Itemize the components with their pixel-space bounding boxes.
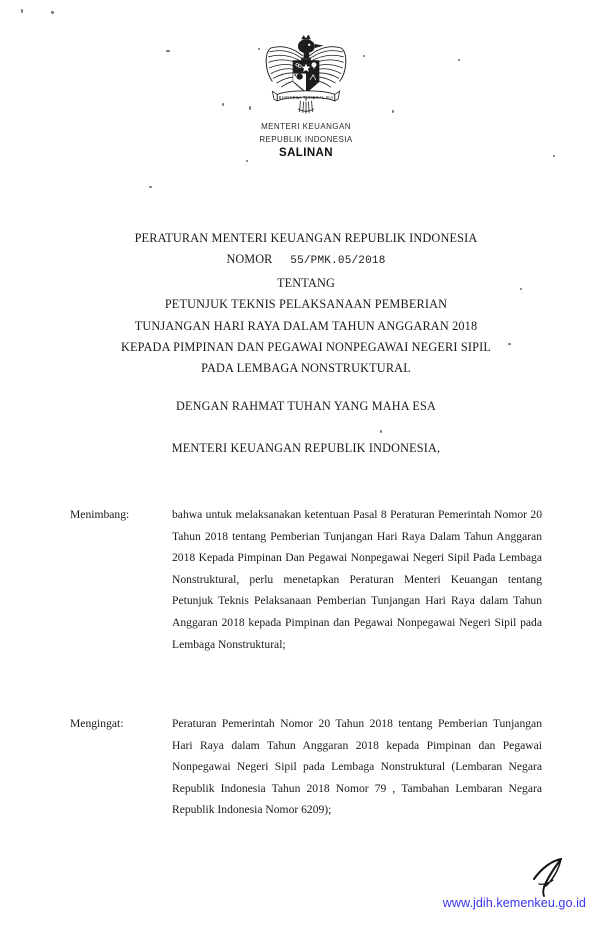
scan-speckle bbox=[380, 430, 382, 433]
jdih-footer-url[interactable]: www.jdih.kemenkeu.go.id bbox=[442, 896, 586, 910]
subject-line-1: PETUNJUK TEKNIS PELAKSANAAN PEMBERIAN bbox=[164, 297, 448, 312]
subject-line-3: KEPADA PIMPINAN DAN PEGAWAI NONPEGAWAI NEGERI SIPIL bbox=[120, 340, 492, 355]
title-block bbox=[56, 228, 556, 380]
clause-menimbang-text: bahwa untuk melaksanakan ketentuan Pasal 8 Peraturan Pemerintah Nomor 20 Tahun 2018 tentang Pemberian Tunjangan Hari Raya Dalam Tahun Anggaran 2018 Kepada Pimpinan Dan Pegawai Nonpegawai Negeri Sipil Pada Lembaga Nonstruktural, perlu menetapkan Peraturan Menteri Keuangan tentang Petunjuk Teknis Pelaksanaan Pemberian Tunjangan Hari Raya dalam Tahun Anggaran 2018 kepada Pimpinan dan Pegawai Nonpegawai Negeri Sipil pada Lembaga Nonstruktural; bbox=[172, 508, 542, 651]
clause-menimbang-label: Menimbang: bbox=[70, 508, 130, 521]
regulation-heading: PERATURAN MENTERI KEUANGAN REPUBLIK INDONESIA bbox=[134, 231, 478, 245]
letterhead bbox=[0, 32, 612, 160]
authority-line: MENTERI KEUANGAN REPUBLIK INDONESIA, bbox=[171, 441, 441, 455]
letterhead-line-1: MENTERI KEUANGAN bbox=[261, 121, 351, 131]
clause-mengingat-text: Peraturan Pemerintah Nomor 20 Tahun 2018 tentang Pemberian Tunjangan Hari Raya dalam Tahun Anggaran 2018 kepada Pimpinan dan Pegawai Nonpegawai Negeri Sipil pada Lembaga Nonstruktural (Lembaran Negara Republik Indonesia Tahun 2018 Nomor 79 , Tambahan Lembaran Negara Republik Indonesia Nomor 6209); bbox=[172, 717, 542, 817]
scan-speckle bbox=[246, 160, 248, 162]
clause-menimbang bbox=[70, 504, 542, 655]
regulation-number-line bbox=[56, 249, 556, 272]
handwritten-initial-mark bbox=[528, 856, 572, 898]
garuda-pancasila-emblem bbox=[258, 32, 354, 120]
blessing-line: DENGAN RAHMAT TUHAN YANG MAHA ESA bbox=[176, 399, 436, 413]
scan-speckle bbox=[149, 186, 152, 188]
tentang-label: TENTANG bbox=[276, 275, 336, 290]
nomor-value: 55/PMK.05/2018 bbox=[290, 255, 386, 268]
nomor-label: NOMOR bbox=[226, 252, 273, 267]
scan-speckle bbox=[51, 11, 54, 14]
subject-line-2: TUNJANGAN HARI RAYA DALAM TAHUN ANGGARAN 2018 bbox=[134, 318, 478, 333]
scan-speckle bbox=[21, 9, 23, 13]
svg-text:BHINNEKA TUNGGAL IKA: BHINNEKA TUNGGAL IKA bbox=[278, 95, 334, 101]
salinan-stamp: SALINAN bbox=[279, 147, 333, 159]
clause-mengingat-label: Mengingat: bbox=[70, 717, 124, 730]
subject-line-4: PADA LEMBAGA NONSTRUKTURAL bbox=[201, 361, 411, 376]
clause-mengingat bbox=[70, 713, 542, 821]
letterhead-line-2: REPUBLIK INDONESIA bbox=[259, 133, 353, 144]
